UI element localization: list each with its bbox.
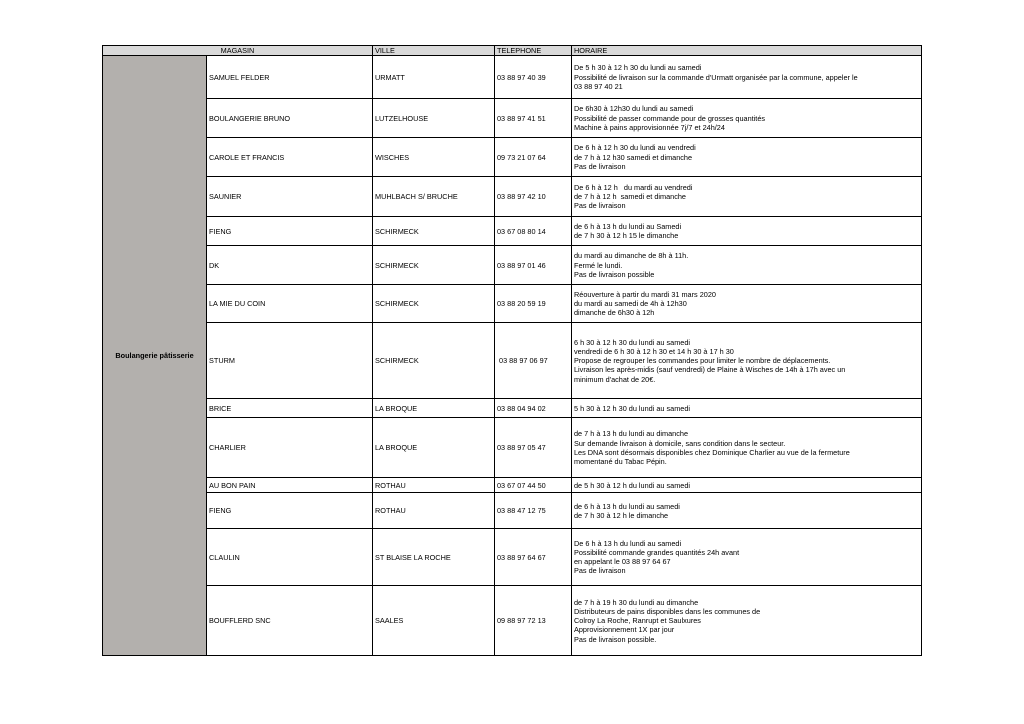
hours-line: Pas de livraison xyxy=(574,201,626,211)
shop-name: LA MIE DU COIN xyxy=(207,285,373,323)
shop-phone: 03 88 97 05 47 xyxy=(495,418,572,478)
hours-line: Pas de livraison possible. xyxy=(574,634,657,644)
hours-line: Possibilité de livraison sur la commande d'Urmatt organisée par la commune, appeler le xyxy=(574,72,858,82)
shop-name: BOUFFLERD SNC xyxy=(207,586,373,656)
hours-line: du mardi au samedi de 4h à 12h30 xyxy=(574,299,687,309)
shop-phone: 03 88 20 59 19 xyxy=(495,285,572,323)
shop-name: BRICE xyxy=(207,399,373,418)
shop-city: LUTZELHOUSE xyxy=(373,99,495,138)
hours-line: 5 h 30 à 12 h 30 du lundi au samedi xyxy=(574,403,691,413)
hours-line: Machine à pains approvisionnée 7j/7 et 24h/24 xyxy=(574,122,725,132)
shop-city: LA BROQUE xyxy=(373,418,495,478)
bakery-table xyxy=(102,45,922,656)
hours-line: Pas de livraison xyxy=(574,566,626,576)
shop-hours xyxy=(572,285,922,323)
shop-city: WISCHES xyxy=(373,138,495,177)
shop-phone: 03 88 97 42 10 xyxy=(495,177,572,217)
category-cell: Boulangerie pâtisserie xyxy=(103,56,207,656)
shop-phone: 03 88 97 01 46 xyxy=(495,246,572,285)
shop-phone: 03 67 07 44 50 xyxy=(495,478,572,493)
shop-phone: 03 88 97 40 39 xyxy=(495,56,572,99)
hours-line: 03 88 97 40 21 xyxy=(574,81,623,91)
shop-hours xyxy=(572,138,922,177)
shop-hours xyxy=(572,56,922,99)
shop-phone: 03 88 47 12 75 xyxy=(495,493,572,529)
shop-hours xyxy=(572,529,922,586)
hours-line: Colroy La Roche, Ranrupt et Saulxures xyxy=(574,616,701,626)
shop-name: SAMUEL FELDER xyxy=(207,56,373,99)
shop-name: SAUNIER xyxy=(207,177,373,217)
shop-name: FIENG xyxy=(207,217,373,246)
hours-line: De 6 h à 12 h 30 du lundi au vendredi xyxy=(574,143,696,153)
header-row xyxy=(103,46,922,56)
shop-city: ST BLAISE LA ROCHE xyxy=(373,529,495,586)
table-row xyxy=(103,99,922,138)
table-row xyxy=(103,217,922,246)
shop-phone: 09 73 21 07 64 xyxy=(495,138,572,177)
shop-hours xyxy=(572,418,922,478)
hours-line: De 6 h à 13 h du lundi au samedi xyxy=(574,538,682,548)
table-row xyxy=(103,418,922,478)
hours-line: momentané du Tabac Pépin. xyxy=(574,456,667,466)
table-row xyxy=(103,246,922,285)
hours-line: de 7 h à 12 h samedi et dimanche xyxy=(574,192,686,202)
shop-hours xyxy=(572,323,922,399)
shop-name: CLAULIN xyxy=(207,529,373,586)
hours-line: Pas de livraison xyxy=(574,161,626,171)
hours-line: Fermé le lundi. xyxy=(574,260,623,270)
shop-hours xyxy=(572,586,922,656)
header-magasin: MAGASIN xyxy=(103,46,373,56)
shop-phone: 03 88 97 06 97 xyxy=(495,323,572,399)
hours-line: Réouverture à partir du mardi 31 mars 2020 xyxy=(574,289,716,299)
shop-hours xyxy=(572,99,922,138)
hours-line: Pas de livraison possible xyxy=(574,269,655,279)
hours-line: Possibilité commande grandes quantités 24h avant xyxy=(574,548,740,557)
shop-city: SCHIRMECK xyxy=(373,323,495,399)
table-row xyxy=(103,323,922,399)
shop-name: DK xyxy=(207,246,373,285)
shop-city: SCHIRMECK xyxy=(373,246,495,285)
hours-line: de 7 h 30 à 12 h le dimanche xyxy=(574,510,669,520)
shop-name: AU BON PAIN xyxy=(207,478,373,493)
hours-line: vendredi de 6 h 30 à 12 h 30 et 14 h 30 à 17 h 30 xyxy=(574,346,734,356)
shop-city: ROTHAU xyxy=(373,493,495,529)
table-row xyxy=(103,285,922,323)
table-row xyxy=(103,529,922,586)
table-row xyxy=(103,138,922,177)
hours-line: du mardi au dimanche de 8h à 11h. xyxy=(574,251,689,261)
hours-line: Livraison les après-midis (sauf vendredi) de Plaine à Wisches de 14h à 17h avec un xyxy=(574,365,846,375)
table-row xyxy=(103,177,922,217)
hours-line: Les DNA sont désormais disponibles chez Dominique Charlier au vue de la fermeture xyxy=(574,447,850,457)
hours-line: dimanche de 6h30 à 12h xyxy=(574,308,655,318)
table-body xyxy=(103,46,922,656)
shop-hours xyxy=(572,478,922,493)
shop-hours xyxy=(572,493,922,529)
shop-city: URMATT xyxy=(373,56,495,99)
hours-line: de 7 h à 12 h30 samedi et dimanche xyxy=(574,152,693,162)
hours-line: de 6 h à 13 h du lundi au samedi xyxy=(574,501,680,511)
hours-line: Approvisionnement 1X par jour xyxy=(574,625,675,635)
shop-city: SCHIRMECK xyxy=(373,285,495,323)
hours-line: en appelant le 03 88 97 64 67 xyxy=(574,557,671,567)
shop-hours xyxy=(572,177,922,217)
header-telephone: TELEPHONE xyxy=(495,46,572,56)
hours-line: minimum d'achat de 20€. xyxy=(574,374,656,384)
shop-city: ROTHAU xyxy=(373,478,495,493)
hours-line: Propose de regrouper les commandes pour limiter le nombre de déplacements. xyxy=(574,356,831,366)
hours-line: de 7 h 30 à 12 h 15 le dimanche xyxy=(574,231,679,241)
shop-name: FIENG xyxy=(207,493,373,529)
header-ville: VILLE xyxy=(373,46,495,56)
shop-phone: 03 88 97 64 67 xyxy=(495,529,572,586)
shop-phone: 03 88 04 94 02 xyxy=(495,399,572,418)
hours-line: Distributeurs de pains disponibles dans les communes de xyxy=(574,606,761,616)
hours-line: de 7 h à 13 h du lundi au dimanche xyxy=(574,429,688,439)
shop-hours xyxy=(572,217,922,246)
shop-city: LA BROQUE xyxy=(373,399,495,418)
shop-name: CAROLE ET FRANCIS xyxy=(207,138,373,177)
hours-line: Possibilité de passer commande pour de grosses quantités xyxy=(574,113,766,123)
hours-line: De 6 h à 12 h du mardi au vendredi xyxy=(574,182,693,192)
table-row xyxy=(103,586,922,656)
table-row xyxy=(103,56,922,99)
table-row xyxy=(103,478,922,493)
table-row xyxy=(103,399,922,418)
shop-name: BOULANGERIE BRUNO xyxy=(207,99,373,138)
hours-line: Sur demande livraison à domicile, sans condition dans le secteur. xyxy=(574,438,786,448)
shop-hours xyxy=(572,399,922,418)
shop-city: SCHIRMECK xyxy=(373,217,495,246)
shop-name: CHARLIER xyxy=(207,418,373,478)
shop-name: STURM xyxy=(207,323,373,399)
table-row xyxy=(103,493,922,529)
hours-line: 6 h 30 à 12 h 30 du lundi au samedi xyxy=(574,337,691,347)
shop-phone: 03 88 97 41 51 xyxy=(495,99,572,138)
shop-city: MUHLBACH S/ BRUCHE xyxy=(373,177,495,217)
hours-line: De 5 h 30 à 12 h 30 du lundi au samedi xyxy=(574,63,702,73)
shop-phone: 09 88 97 72 13 xyxy=(495,586,572,656)
shop-hours xyxy=(572,246,922,285)
hours-line: De 6h30 à 12h30 du lundi au samedi xyxy=(574,104,694,114)
hours-line: de 7 h à 19 h 30 du lundi au dimanche xyxy=(574,597,699,607)
hours-line: de 5 h 30 à 12 h du lundi au samedi xyxy=(574,480,691,490)
shop-city: SAALES xyxy=(373,586,495,656)
hours-line: de 6 h à 13 h du lundi au Samedi xyxy=(574,222,682,231)
shop-phone: 03 67 08 80 14 xyxy=(495,217,572,246)
header-horaire: HORAIRE xyxy=(572,46,922,56)
